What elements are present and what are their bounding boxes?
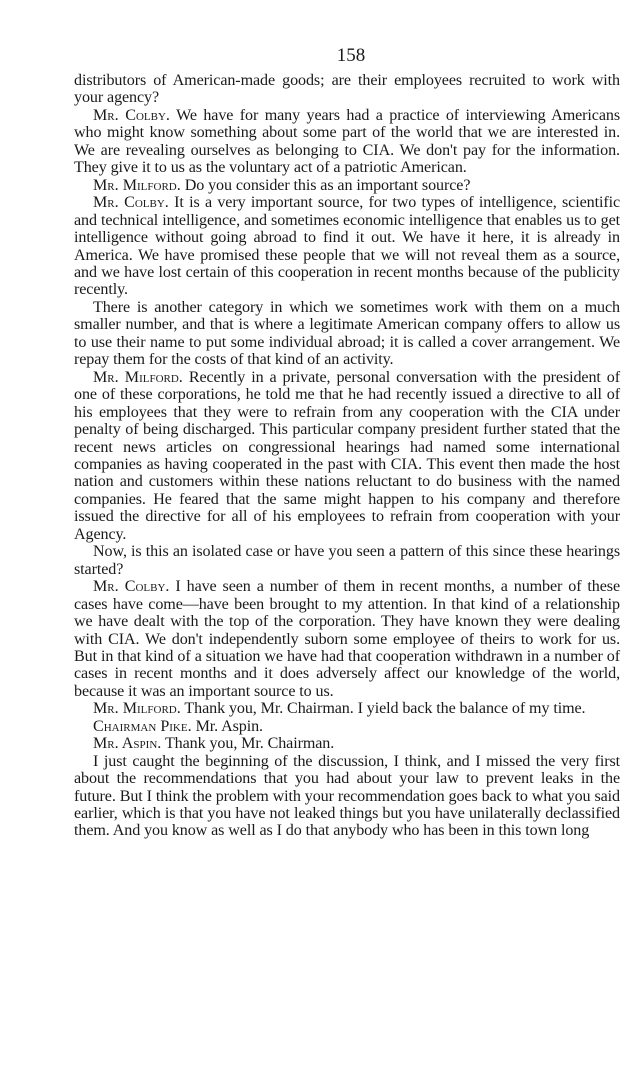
- paragraph: [74, 543, 620, 578]
- paragraph-text: There is another category in which we sometimes work with them on a much smaller number, and that is where a legitimate American company offers to allow us to use their name to put some individual abroad; it is called a cover arrangement. We repay them for the costs of that kind of an activity.: [74, 298, 620, 369]
- paragraph: [74, 735, 620, 752]
- paragraph-text: Mr. Aspin.: [195, 717, 263, 735]
- paragraph-text: Recently in a private, personal conversation with the president of one of these corporations, he told me that he had recently issued a directive to all of his employees that they were to refrain from any cooperation with the CIA under penalty of being discharged. This particular company president further stated that the recent news articles on congressional hearings had named some international companies as having cooperated in the past with CIA. This event then made the host nation and customers within these nations reluctant to do business with the named companies. He feared that the same might happen to his company and therefore issued the directive for all of his employees to refrain from cooperation with your Agency.: [74, 368, 620, 543]
- paragraph: [74, 107, 620, 177]
- paragraph: [74, 299, 620, 369]
- paragraph-text: distributors of American-made goods; are their employees recruited to work with your agency?: [74, 72, 620, 107]
- paragraph-text: Thank you, Mr. Chairman.: [164, 735, 335, 753]
- paragraph-text: Now, is this an isolated case or have you seen a pattern of this since these hearings started?: [74, 543, 620, 578]
- paragraph: [74, 753, 620, 840]
- speaker-name: Mr. Aspin.: [93, 735, 162, 753]
- speaker-name: Mr. Colby.: [93, 194, 169, 212]
- paragraph: [74, 578, 620, 700]
- paragraph: [74, 369, 620, 544]
- speaker-name: Mr. Milford.: [93, 368, 183, 386]
- paragraph: [74, 72, 620, 107]
- paragraph: [74, 177, 620, 194]
- speaker-name: Mr. Milford.: [93, 176, 181, 194]
- paragraph: [74, 700, 620, 717]
- paragraph: [74, 194, 620, 299]
- paragraph: [74, 718, 620, 735]
- speaker-name: Chairman Pike.: [93, 717, 192, 735]
- speaker-name: Mr. Milford.: [93, 700, 181, 718]
- paragraph-text: Do you consider this as an important source?: [184, 176, 471, 194]
- page-number: 158: [336, 45, 366, 66]
- speaker-name: Mr. Colby.: [93, 578, 170, 596]
- document-page: [74, 44, 620, 840]
- paragraph-text: It is a very important source, for two types of intelligence, scientific and technical intelligence, and sometimes economic intelligence that enables us to get intelligence without going abroad to find it out. We have it here, it is already in America. We have promised these people that we will not reveal them as a source, and we have lost certain of this cooperation in recent months because of the publicity recently.: [74, 194, 620, 299]
- paragraph-text: Thank you, Mr. Chairman. I yield back the balance of my time.: [184, 700, 586, 718]
- speaker-name: Mr. Colby.: [93, 106, 170, 124]
- paragraph-text: I have seen a number of them in recent months, a number of these cases have come—have been brought to my attention. In that kind of a relationship we have dealt with the top of the corporation. They have known they were dealing with CIA. We don't independently suborn some employee of theirs to work for us. But in that kind of a situation we have had that cooperation withdrawn in a number of cases in recent months and it does adversely affect our knowledge of the world, because it was an important source to us.: [74, 578, 620, 700]
- paragraph-text: I just caught the beginning of the discussion, I think, and I missed the very first about the recommendations that you had about your law to prevent leaks in the future. But I think the problem with your recommendation goes back to what you said earlier, which is that you have not leaked things but you have unilaterally declassified them. And you know as well as I do that anybody who has been in this town long: [74, 752, 620, 840]
- paragraph-text: We have for many years had a practice of interviewing Americans who might know something about some part of the world that we are interested in. We are revealing ourselves as belonging to CIA. We don't pay for the information. They give it to us as the voluntary act of a patriotic American.: [74, 106, 620, 177]
